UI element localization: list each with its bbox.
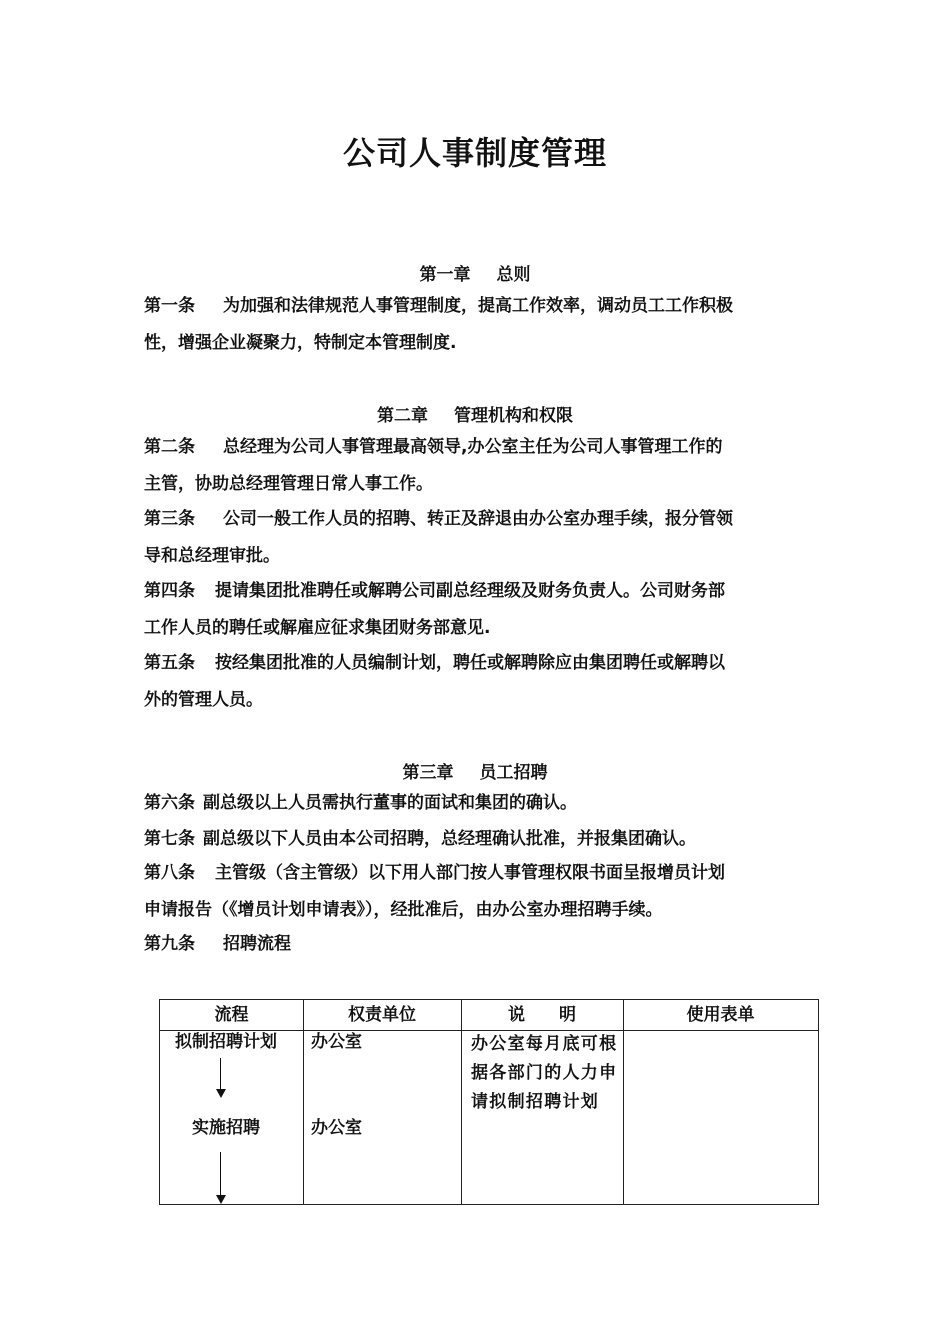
- chapter-name: 员工招聘: [479, 763, 548, 783]
- article-text-line1: 招聘流程: [223, 934, 291, 954]
- responsible-unit: 办公室: [311, 1118, 362, 1138]
- article-text-line1: 副总级以下人员由本公司招聘，总经理确认批准，并报集团确认。: [203, 829, 696, 849]
- article-5: [144, 645, 809, 719]
- flow-step: 拟制招聘计划: [175, 1032, 277, 1052]
- article-label: 第七条: [144, 829, 195, 849]
- article-9: [144, 926, 809, 963]
- article-label: 第六条: [144, 793, 195, 813]
- step-explanation: 办公室每月底可根据各部门的人力申请拟制招聘计划: [471, 1034, 618, 1112]
- article-text-line2: 性，增强企业凝聚力，特制定本管理制度.: [144, 333, 457, 353]
- article-7: [144, 821, 809, 858]
- table-header-process: 流程: [214, 1005, 249, 1025]
- article-6: [144, 785, 809, 822]
- article-label: 第三条: [144, 509, 195, 529]
- article-text-line1: 副总级以上人员需执行董事的面试和集团的确认。: [203, 793, 577, 813]
- article-label: 第二条: [144, 437, 195, 457]
- article-label: 第四条: [144, 581, 195, 601]
- responsible-unit: 办公室: [311, 1032, 362, 1052]
- article-3: [144, 501, 809, 575]
- article-text-line1: 为加强和法律规范人事管理制度，提高工作效率，调动员工工作积极: [223, 296, 733, 316]
- article-text-line2: 导和总经理审批。: [144, 546, 280, 566]
- article-text-line1: 公司一般工作人员的招聘、转正及辞退由办公室办理手续，报分管领: [223, 509, 733, 529]
- article-text-line1: 提请集团批准聘任或解聘公司副总经理级及财务负责人。公司财务部: [215, 581, 725, 601]
- flow-arrow-down-icon: [216, 1058, 226, 1098]
- article-text-line1: 主管级（含主管级）以下用人部门按人事管理权限书面呈报增员计划: [215, 863, 725, 883]
- chapter-name: 总则: [496, 265, 531, 285]
- article-8: [144, 855, 809, 929]
- article-text-line2: 工作人员的聘任或解雇应征求集团财务部意见.: [144, 618, 491, 638]
- flow-step: 实施招聘: [192, 1118, 260, 1138]
- article-text-line2: 主管，协助总经理管理日常人事工作。: [144, 474, 433, 494]
- chapter-name: 管理机构和权限: [454, 406, 573, 426]
- chapter-label: 第一章: [419, 265, 471, 285]
- chapter-label: 第三章: [402, 763, 454, 783]
- article-label: 第八条: [144, 863, 195, 883]
- article-label: 第一条: [144, 296, 195, 316]
- article-label: 第五条: [144, 653, 195, 673]
- article-text-line2: 申请报告（《增员计划申请表》），经批准后，由办公室办理招聘手续。: [144, 900, 663, 920]
- chapter-heading: [0, 260, 950, 285]
- article-4: [144, 573, 809, 647]
- table-header-unit: 权责单位: [348, 1005, 416, 1025]
- article-text-line1: 总经理为公司人事管理最高领导,办公室主任为公司人事管理工作的: [223, 437, 723, 457]
- table-header-explanation: 说 明: [508, 1005, 576, 1025]
- flow-arrow-down-icon: [216, 1152, 226, 1204]
- document-title: 公司人事制度管理: [342, 134, 607, 172]
- table-header-forms: 使用表单: [686, 1005, 755, 1025]
- article-2: [144, 429, 809, 503]
- article-1: [144, 288, 809, 362]
- recruitment-flow-table: [159, 999, 819, 1205]
- article-text-line2: 外的管理人员。: [144, 690, 263, 710]
- chapter-label: 第二章: [377, 406, 428, 426]
- article-label: 第九条: [144, 934, 195, 954]
- chapter-heading: [0, 401, 950, 426]
- chapter-heading: [0, 758, 950, 783]
- article-text-line1: 按经集团批准的人员编制计划，聘任或解聘除应由集团聘任或解聘以: [215, 653, 725, 673]
